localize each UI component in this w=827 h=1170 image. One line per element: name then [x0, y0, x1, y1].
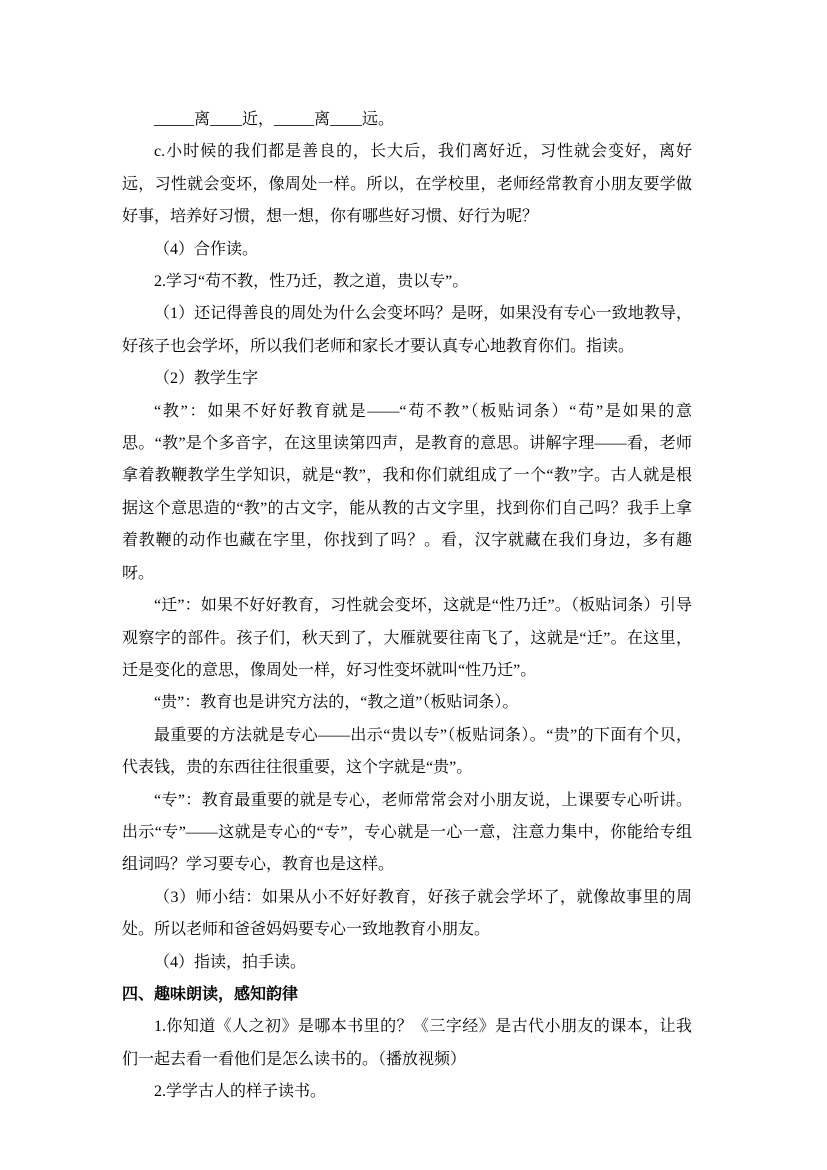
substep-1-recall: （1）还记得善良的周处为什么会变坏吗？是呀，如果没有专心一致地教导，好孩子也会学坏，所以我们老师和家长才要认真专心地教育你们。指读。: [122, 305, 692, 355]
character-gui-explanation: “贵”：教育也是讲究方法的，“教之道”（板贴词条）。: [154, 694, 519, 712]
step-2-learn-phrase: 2.学习“苟不教，性乃迁，教之道，贵以专”。: [154, 273, 469, 291]
substep-2-teach-characters: （2）教学生字: [154, 370, 259, 388]
substep-4-clap-reading: （4）指读，拍手读。: [154, 953, 307, 971]
step-2-read-like-ancients: 2.学学古人的样子读书。: [154, 1083, 327, 1101]
character-jiao-explanation: “教”：如果不好好教育就是——“苟不教”（板贴词条）“苟”是如果的意思。“教”是个多音字，在这里读第四声，是教育的意思。讲解字理——看，老师拿着教鞭教学生学知识，就是“教”，我和你们就组成了一个“教”字。古人就是根据这个意思造的“教”的古文字，能从教的古文字里，找到你们自己吗？我手上拿着教鞭的动作也藏在字里，你找到了吗？。看，汉字就藏在我们身边，多有趣呀。: [122, 402, 692, 582]
character-zhuan-explanation: “专”：教育最重要的就是专心，老师常常会对小朋友说，上课要专心听讲。出示“专”——这就是专心的“专”，专心就是一心一意，注意力集中，你能给专组组词吗？学习要专心，教育也是这样。: [122, 791, 692, 874]
substep-3-teacher-summary: （3）师小结：如果从小不好好教育，好孩子就会学坏了，就像故事里的周处。所以老师和爸爸妈妈要专心一致地教育小朋友。: [122, 888, 692, 939]
document-body: [122, 104, 692, 1109]
method-guiyizhuan-explanation: 最重要的方法就是专心——出示“贵以专”（板贴词条）。“贵”的下面有个贝，代表钱，贵的东西往往很重要，这个字就是“贵”。: [122, 726, 692, 777]
paragraph-c-discussion: c.小时候的我们都是善良的，长大后，我们离好近，习性就会变好，离好远，习性就会变坏，像周处一样。所以，在学校里，老师经常教育小朋友要学做好事，培养好习惯，想一想，你有哪些好习惯、好行为呢？: [122, 143, 692, 226]
step-1-sanzijing-video: 1.你知道《人之初》是哪本书里的？《三字经》是古代小朋友的课本，让我们一起去看一看他们是怎么读书的。（播放视频）: [122, 1018, 692, 1068]
step-4-cooperative-reading: （4）合作读。: [154, 240, 259, 258]
character-qian-explanation: “迁”：如果不好好教育，习性就会变坏，这就是“性乃迁”。（板贴词条）引导观察字的部件。孩子们，秋天到了，大雁就要往南飞了，这就是“迁”。在这里，迁是变化的意思，像周处一样，好习性变坏就叫“性乃迁”。: [122, 597, 692, 679]
blank-fill-line: _____离____近，_____离____远。: [154, 111, 395, 128]
section-heading-four: 四、趣味朗读，感知韵律: [122, 985, 299, 1003]
